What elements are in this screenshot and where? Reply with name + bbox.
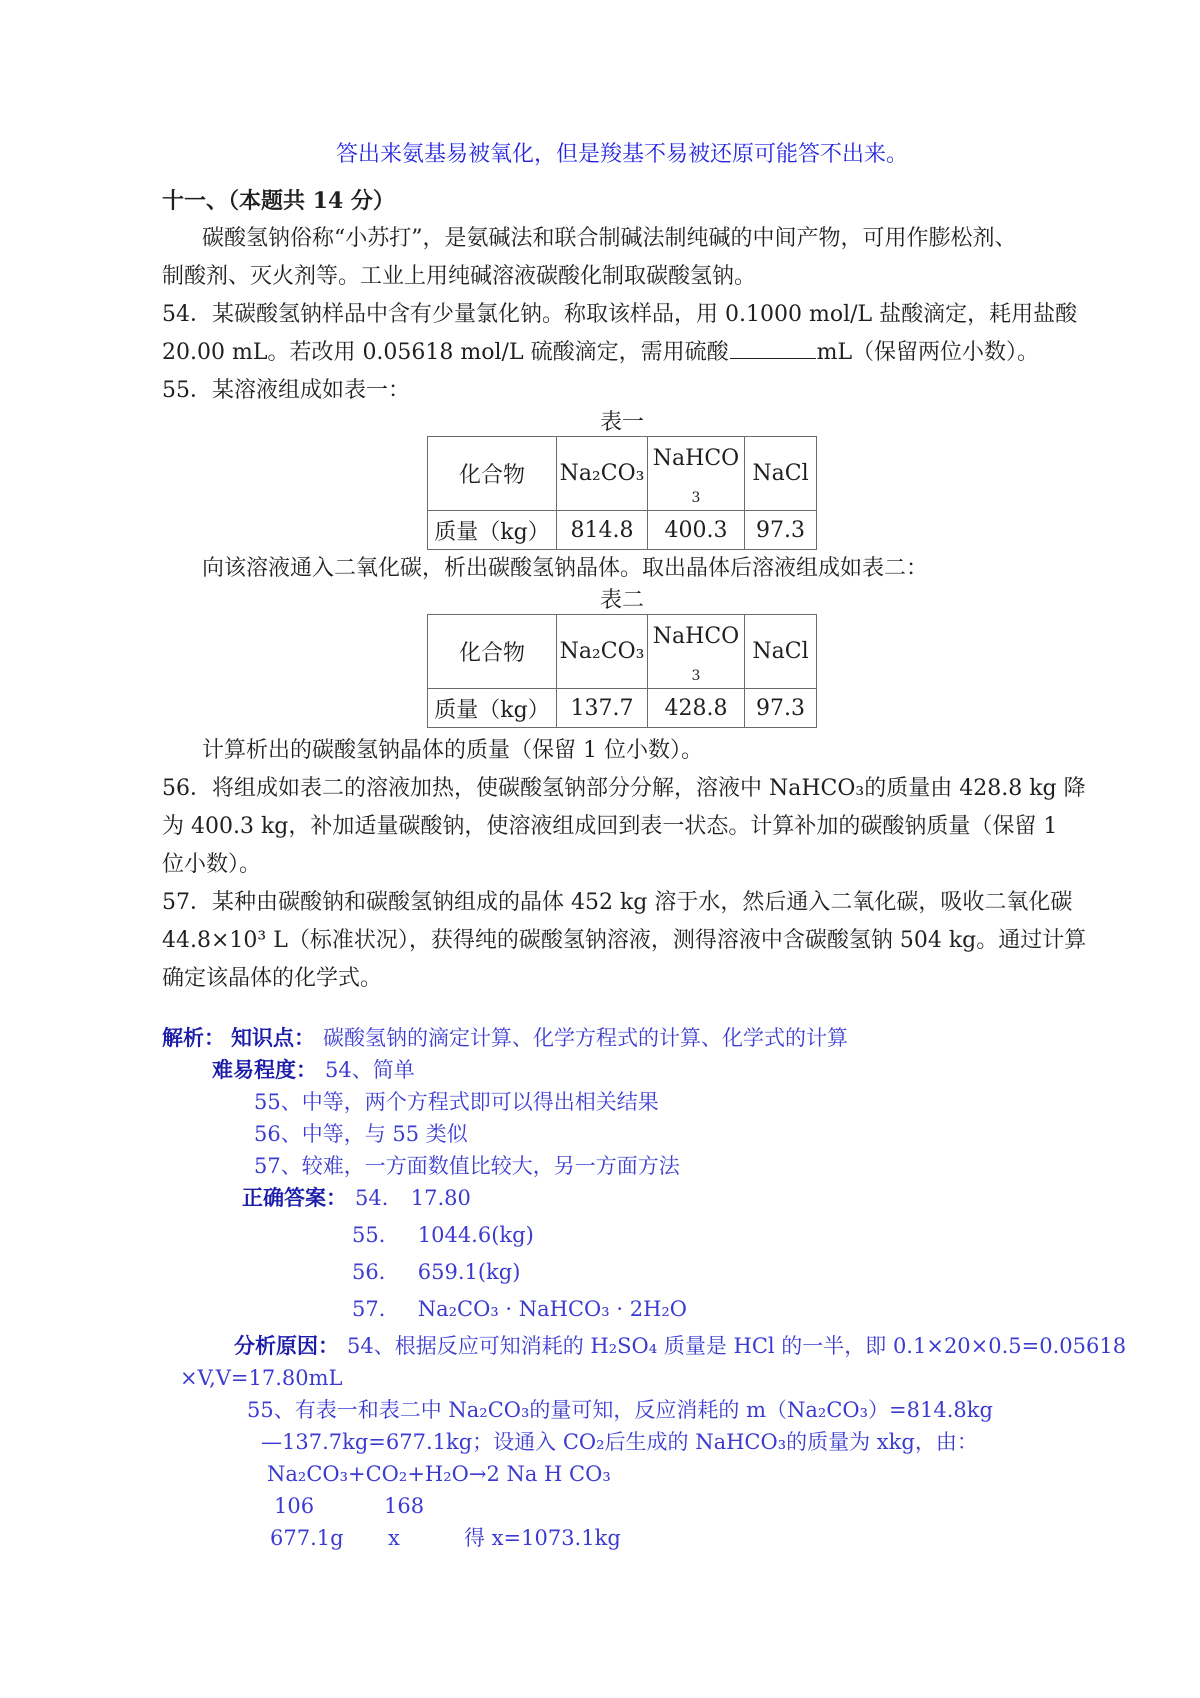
knowledge-text: 碳酸氢钠的滴定计算、化学方程式的计算、化学式的计算 <box>323 1026 848 1050</box>
table-2-header-nacl: NaCl <box>745 615 816 689</box>
section-title: 十一、（本题共 14 分） <box>162 188 395 214</box>
table-1-data-row <box>428 511 816 549</box>
difficulty-item-54: 54、简单 <box>325 1058 415 1082</box>
answer-57-number: 57． <box>352 1297 400 1321</box>
table-2 <box>427 614 817 728</box>
table-1-value-nacl: 97.3 <box>756 517 805 543</box>
table-2-header-nahco3 <box>648 615 745 689</box>
question-54-line-2-suffix: mL（保留两位小数）。 <box>816 340 1040 365</box>
table-2-title: 表二 <box>599 588 644 613</box>
intro-line-2: 制酸剂、灭火剂等。工业上用纯碱溶液碳酸化制取碳酸氢钠。 <box>162 264 757 289</box>
table-2-row-label: 质量（kg） <box>428 689 557 727</box>
nahco3-formula-subscript: 3 <box>691 668 701 684</box>
difficulty-line-54 <box>212 1054 1082 1086</box>
table-1-header-compound: 化合物 <box>428 437 557 511</box>
nahco3-formula-subscript: 3 <box>691 490 701 506</box>
reason-line-55-1: 55、有表一和表二中 Na₂CO₃的量可知，反应消耗的 m（Na₂CO₃）=814.8kg <box>247 1398 993 1422</box>
table-1-row-label: 质量（kg） <box>428 511 557 549</box>
question-56-line-1: 56．将组成如表二的溶液加热，使碳酸氢钠部分分解，溶液中 NaHCO₃的质量由 428.8 kg 降 <box>162 776 1086 801</box>
table-2-data-row <box>428 689 816 727</box>
table-1 <box>427 436 817 550</box>
answer-line-57 <box>352 1293 1082 1325</box>
question-55-calc: 计算析出的碳酸氢钠晶体的质量（保留 1 位小数）。 <box>202 738 703 763</box>
answer-56-value: 659.1(kg) <box>417 1260 521 1284</box>
reason-line-55-2: —137.7kg=677.1kg；设通入 CO₂后生成的 NaHCO₃的质量为 xkg，由： <box>261 1430 978 1454</box>
difficulty-line-56: 56、中等，与 55 类似 <box>254 1122 468 1146</box>
table-2-header-row <box>428 615 816 689</box>
answer-54-value: 17.80 <box>410 1186 471 1210</box>
table-2-header-compound: 化合物 <box>428 615 557 689</box>
reason-line-54-2: ×V,V=17.80mL <box>180 1366 343 1390</box>
question-56-line-2: 为 400.3 kg，补加适量碳酸钠，使溶液组成回到表一状态。计算补加的碳酸钠质量（保留 1 <box>162 814 1058 839</box>
nahco3-formula-main: NaHCO <box>652 446 740 471</box>
table-2-value-nacl: 97.3 <box>756 695 805 721</box>
answer-line-56 <box>352 1256 1082 1288</box>
answer-55-value: 1044.6(kg) <box>417 1223 534 1247</box>
difficulty-line-57: 57、较难，一方面数值比较大，另一方面方法 <box>254 1154 680 1178</box>
answer-56-number: 56． <box>352 1260 400 1284</box>
answer-line-54 <box>242 1182 1082 1214</box>
question-54-line-2-text: 20.00 mL。若改用 0.05618 mol/L 硫酸滴定，需用硫酸 <box>162 340 729 365</box>
intro-line-1: 碳酸氢钠俗称“小苏打”，是氨碱法和联合制碱法制纯碱的中间产物，可用作膨松剂、 <box>202 226 1017 251</box>
analysis-section <box>162 1022 1127 1554</box>
top-annotation: 答出来氨基易被氧化，但是羧基不易被还原可能答不出来。 <box>335 142 908 167</box>
nahco3-formula-main: NaHCO <box>652 624 740 649</box>
equation-values <box>270 1522 1082 1554</box>
analysis-knowledge-line <box>162 1022 1082 1054</box>
table-1-value-na2co3: 814.8 <box>557 511 648 549</box>
question-57-line-1: 57．某种由碳酸钠和碳酸氢钠组成的晶体 452 kg 溶于水，然后通入二氧化碳，吸收二氧化碳 <box>162 890 1073 915</box>
question-56-line-3: 位小数）。 <box>162 852 262 877</box>
difficulty-line-55: 55、中等，两个方程式即可以得出相关结果 <box>254 1090 659 1114</box>
answer-blank <box>730 336 816 359</box>
question-57-line-3: 确定该晶体的化学式。 <box>162 966 383 991</box>
table-1-value-nahco3: 400.3 <box>648 511 745 549</box>
equation-result: 得 x=1073.1kg <box>464 1526 621 1550</box>
reason-54-text-1: 54、根据反应可知消耗的 H₂SO₄ 质量是 HCl 的一半，即 0.1×20×0.5=0.05618 <box>347 1334 1127 1358</box>
consumed-mass: 677.1g <box>270 1526 344 1550</box>
reaction-equation: Na₂CO₃+CO₂+H₂O→2 Na H CO₃ <box>267 1462 611 1486</box>
unknown-x: x <box>388 1526 400 1550</box>
reason-label: 分析原因： <box>234 1333 339 1358</box>
reason-line-54-1 <box>234 1330 1127 1362</box>
answer-54-number: 54． <box>355 1186 403 1210</box>
table-1-header-row <box>428 437 816 511</box>
question-55-intro: 55．某溶液组成如表一： <box>162 378 410 403</box>
table-1-header-na2co3: Na₂CO₃ <box>557 437 648 511</box>
between-tables-text: 向该溶液通入二氧化碳，析出碳酸氢钠晶体。取出晶体后溶液组成如表二： <box>202 556 929 581</box>
table-2-value-na2co3: 137.7 <box>557 689 648 727</box>
table-2-header-na2co3: Na₂CO₃ <box>557 615 648 689</box>
table-2-value-nahco3: 428.8 <box>648 689 745 727</box>
question-54-line-2 <box>162 334 1082 372</box>
table-1-header-nacl: NaCl <box>745 437 816 511</box>
answer-label: 正确答案： <box>242 1185 347 1210</box>
molar-mass-nahco3: 168 <box>384 1494 425 1518</box>
answer-55-number: 55． <box>352 1223 400 1247</box>
table-1-header-nahco3 <box>648 437 745 511</box>
answer-line-55 <box>352 1219 1082 1251</box>
question-54-line-1: 54．某碳酸氢钠样品中含有少量氯化钠。称取该样品，用 0.1000 mol/L 盐酸滴定，耗用盐酸 <box>162 302 1078 327</box>
table-1-title: 表一 <box>599 410 644 435</box>
equation-molar-masses <box>274 1490 1082 1522</box>
question-57-line-2: 44.8×10³ L（标准状况），获得纯的碳酸氢钠溶液，测得溶液中含碳酸氢钠 504 kg。通过计算 <box>162 928 1087 953</box>
answer-57-value: Na₂CO₃ · NaHCO₃ · 2H₂O <box>417 1297 688 1321</box>
jiexi-label: 解析： <box>162 1025 225 1050</box>
difficulty-label: 难易程度： <box>212 1057 317 1082</box>
knowledge-label: 知识点： <box>231 1025 315 1050</box>
molar-mass-na2co3: 106 <box>274 1494 315 1518</box>
